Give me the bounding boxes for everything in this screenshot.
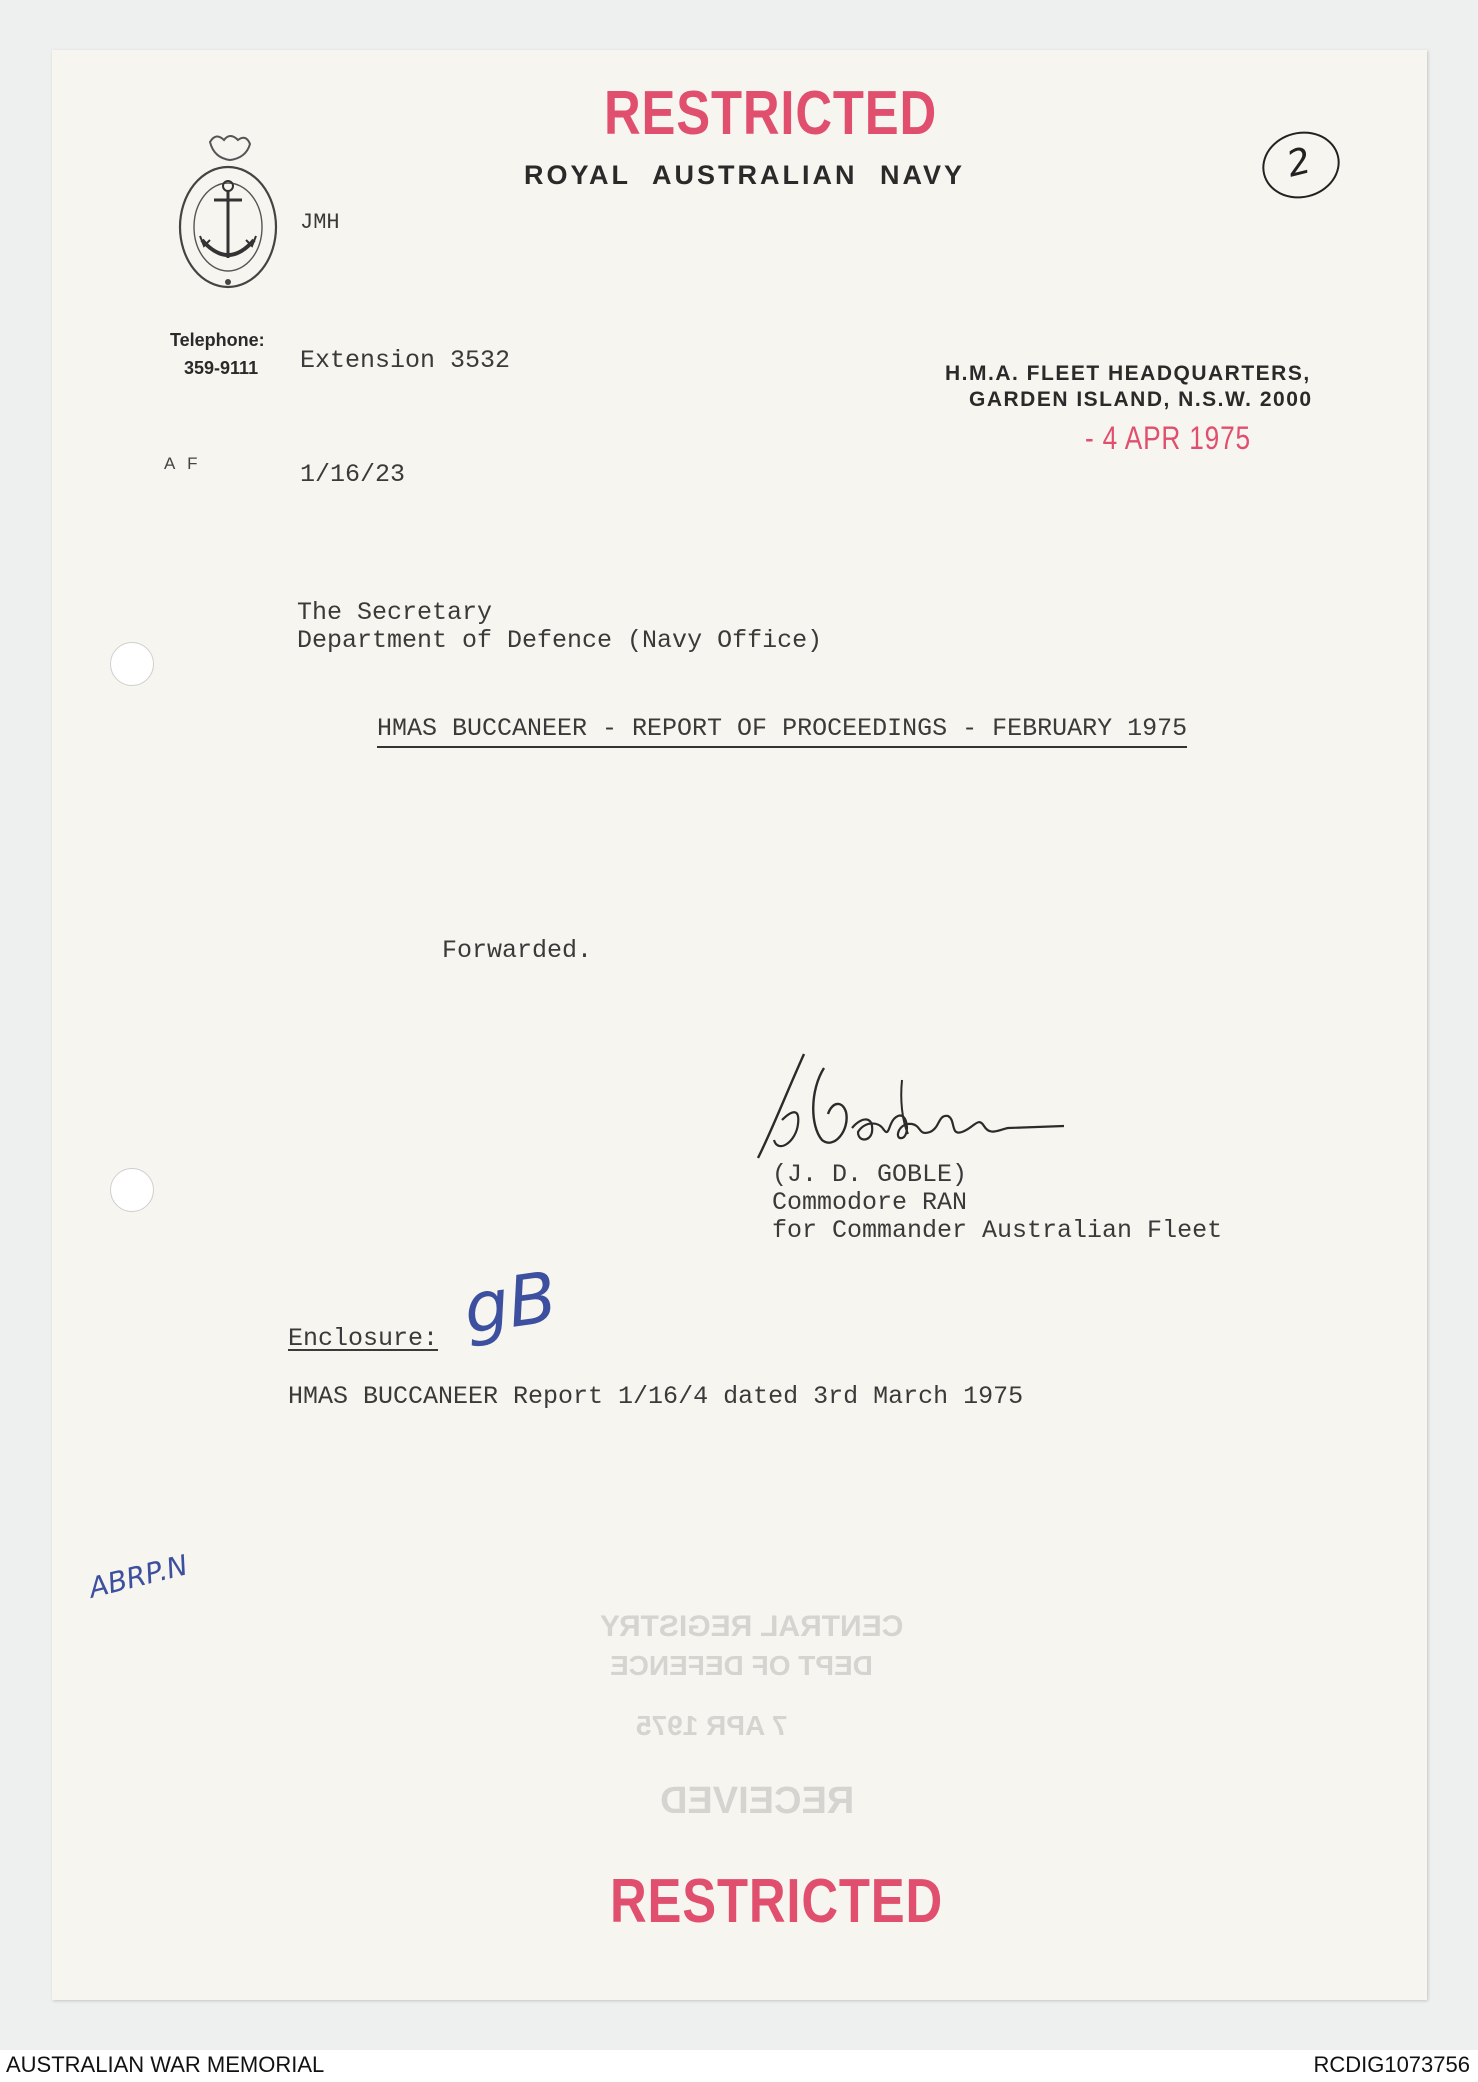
ghost-stamp-line-2: DEPT OF DEFENCE	[610, 1650, 873, 1681]
subject-line: HMAS BUCCANEER - REPORT OF PROCEEDINGS - FEBRUARY 1975	[377, 714, 1187, 748]
ghost-stamp-line-3: 7 APR 1975	[636, 1710, 788, 1741]
circled-mark	[1255, 124, 1347, 207]
telephone-label: Telephone:	[170, 330, 265, 350]
classification-stamp-bottom: RESTRICTED	[610, 1867, 944, 1936]
address-line-1: H.M.A. FLEET HEADQUARTERS,	[945, 362, 1311, 385]
initials-reference: JMH	[300, 210, 340, 235]
ghost-stamp-line-1: CENTRAL REGISTRY	[600, 1610, 904, 1643]
signatory-name: (J. D. GOBLE)	[772, 1160, 968, 1189]
body-text: Forwarded.	[442, 936, 593, 965]
enclosure-initials-annotation: gB	[458, 1255, 562, 1351]
date-received-stamp: - 4 APR 1975	[1085, 420, 1251, 456]
footer-identifier: RCDIG1073756	[1313, 2052, 1470, 2077]
signatory-role: for Commander Australian Fleet	[772, 1216, 1223, 1245]
navy-crest-icon	[172, 132, 284, 294]
document-page	[52, 50, 1427, 2000]
addressee-line-1: The Secretary	[297, 598, 493, 627]
classification-stamp-top: RESTRICTED	[604, 79, 938, 148]
file-reference: 1/16/23	[300, 460, 406, 489]
punch-hole-top	[110, 642, 154, 686]
file-prefix: A F	[164, 454, 202, 473]
enclosure-text: HMAS BUCCANEER Report 1/16/4 dated 3rd March 1975	[288, 1382, 1024, 1411]
punch-hole-bottom	[110, 1168, 154, 1212]
ghost-stamp-line-4: RECEIVED	[660, 1780, 855, 1822]
signatory-rank: Commodore RAN	[772, 1188, 968, 1217]
telephone-number: 359-9111	[184, 358, 259, 378]
circled-mark-number: 2	[1282, 140, 1315, 186]
extension-number: Extension 3532	[300, 346, 511, 375]
footer-source: AUSTRALIAN WAR MEMORIAL	[6, 2052, 325, 2077]
addressee-line-2: Department of Defence (Navy Office)	[297, 626, 823, 655]
address-line-2: GARDEN ISLAND, N.S.W. 2000	[969, 388, 1313, 411]
organisation-title: ROYAL AUSTRALIAN NAVY	[524, 160, 966, 190]
enclosure-label: Enclosure:	[288, 1324, 439, 1353]
margin-annotation: ABRP.N	[85, 1548, 192, 1605]
handwritten-signature	[752, 1050, 1112, 1170]
